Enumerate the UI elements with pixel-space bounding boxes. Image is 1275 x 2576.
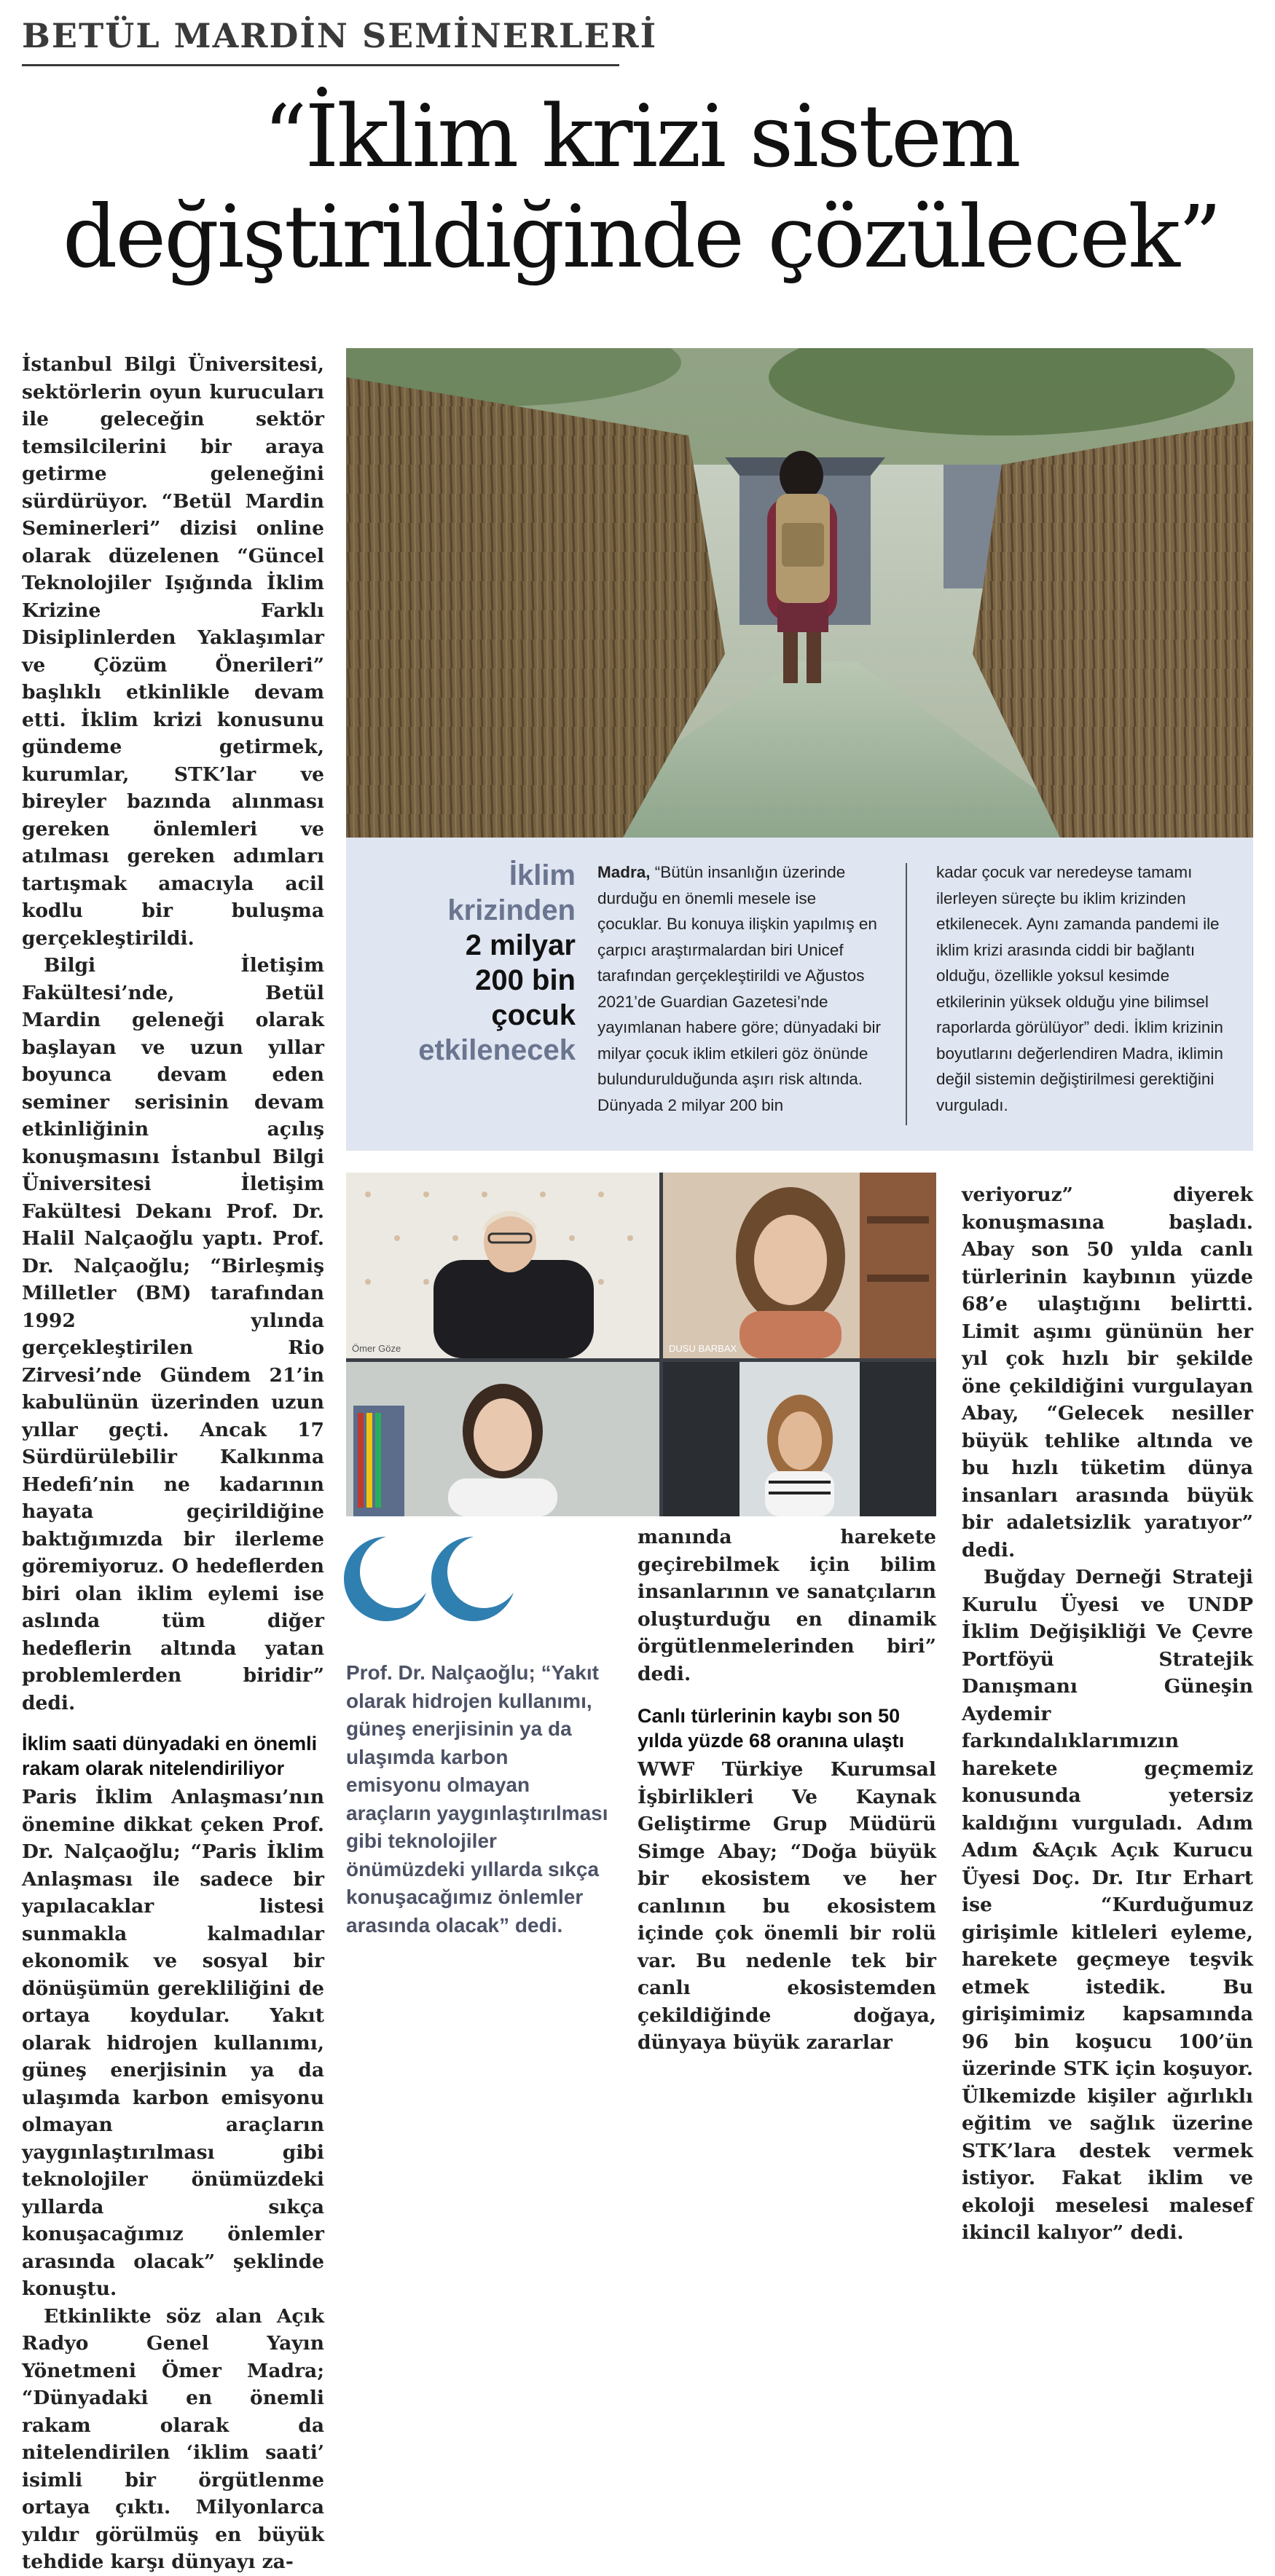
callout-title-line: 200 bin: [475, 964, 576, 996]
headline-line-1: “İklim krizi sistem: [263, 86, 1019, 186]
callout-title-line: 2 milyar: [465, 929, 576, 961]
headline: [22, 86, 1260, 287]
speaker-illustration: [346, 1173, 659, 1358]
kicker-rule: [22, 64, 619, 66]
paragraph: İstanbul Bilgi Üniversitesi, sektörlerin oyun kurucuları ile geleceğin sektör temsilcilerini bir araya getirme geleneğini sürdürüyor. “Betül Mardin Seminerleri” dizisi online olarak düzelenen “Güncel Teknolojiler Işığında İklim Krizine Farklı Disiplinlerden Yaklaşımlar ve Çözüm Önerileri” başlıklı etkinlikle devam etti. İklim krizi konusunu gündeme getirmek, kurumlar, STK’lar ve bireyler bazında alınması gereken önlemleri ve atılması gereken adımları tartışmak amacıyla acil kodlu bir buluşma gerçekleştirildi.: [22, 353, 324, 950]
callout-title-line: çocuk: [491, 999, 576, 1031]
subheading: Canlı türlerinin kaybı son 50 yılda yüzde 68 oranına ulaştı: [638, 1705, 905, 1752]
video-tile-3: [346, 1362, 659, 1516]
video-call-photo: [346, 1173, 936, 1516]
flood-photo: [346, 348, 1253, 838]
pull-quote: Prof. Dr. Nalçaoğlu; “Yakıt olarak hidrojen kullanımı, güneş enerjisinin ya da ulaşımda karbon emisyonu olmayan araçların yaygınlaştırılması gibi teknolojiler önümüzdeki yıllarda sıkça konuşacağımız önlemler arasında olacak” dedi.: [346, 1661, 608, 1937]
participant-illustration: [663, 1362, 936, 1516]
video-tile-4: [663, 1362, 936, 1516]
callout-text-left: [597, 859, 885, 1118]
article-column-4: [962, 1181, 1253, 2247]
paragraph: manında harekete geçirebilmek için bilim insanlarının ve sanatçıların oluşturduğu en dinamik örgütlenmelerinden biri” dedi.: [638, 1526, 936, 1685]
paragraph: Bilgi İletişim Fakültesi’nde, Betül Mardin geleneği olarak başlayan ve uzun yıllar boyunca devam eden seminer serisinin devam etkinliğinin açılış konuşmasını İstanbul Bilgi Üniversitesi İletişim Fakültesi Dekanı Prof. Dr. Halil Nalçaoğlu yaptı. Prof. Dr. Nalçaoğlu; “Birleşmiş Milletler (BM) tarafından 1992 yılında gerçekleştirilen Rio Zirvesi’nde Gündem 21’in kabulünün üzerinden uzun yıllar geçti. Ancak 17 Sürdürülebilir Kalkınma Hedefi’nin ne kadarının hayata geçirildiğine baktığımızda bir ilerleme göremiyoruz. O hedeflerden biri olan iklim eylemi ise aslında tüm diğer hedeflerin altında yatan problemlerden biridir” dedi.: [22, 954, 324, 1714]
callout-lead: Madra,: [597, 863, 651, 881]
callout-title: [357, 858, 576, 1068]
callout-title-line: İklim: [509, 859, 576, 891]
paragraph: WWF Türkiye Kurumsal İşbirlikleri Ve Kaynak Geliştirme Grup Müdürü Simge Abay; “Doğa büyük bir ekosistem ve her canlının bu ekosistem içinde çok önemli bir rolü var. Bu nedenle tek bir canlı ekosistemden çekildiğinde doğaya, dünyaya büyük zararlar: [638, 1758, 936, 2054]
quote-mark-icon: [342, 1528, 525, 1630]
paragraph: Paris İklim Anlaşması’nın önemine dikkat çeken Prof. Dr. Nalçaoğlu; “Paris İklim Anlaşması ile sadece bir yapılacaklar listesi sunmakla kalmadılar ekonomik ve sosyal bir dönüşümün gerekliliğini de ortaya koydular. Yakıt olarak hidrojen kullanımı, güneş enerjisinin ya da ulaşımda karbon emisyonu olmayan araçların yaygınlaştırılması gibi teknolojiler önümüzdeki yıllarda sıkça konuşacağımız önlemler arasında olacak” şeklinde konuştu.: [22, 1786, 324, 2300]
callout-title-line: etkilenecek: [418, 1034, 576, 1066]
article-column-3: [638, 1524, 936, 2057]
paragraph: Buğday Derneği Strateji Kurulu Üyesi ve UNDP İklim Değişikliği Ve Çevre Portföyü Stratejik Danışmanı Güneşin Aydemir farkındalıklarımızın harekete geçmemiz konusunda yetersiz kaldığını vurguladı. Adım Adım &Açık Açık Kurucu Üyesi Doç. Dr. Itır Erhart ise “Kurduğumuz girişimle kitleleri eyleme, harekete geçmeye teşvik etmek istedik. Bu girişimimiz kapsamında 96 bin koşucu 100’ün üzerinde STK için koşuyor. Ülkemizde kişiler ağırlıklı eğitim ve sağlık üzerine STK’lara destek vermek istiyor. Fakat iklim ve ekoloji meselesi malesef ikincil kalıyor” dedi.: [962, 1566, 1253, 2244]
video-tile-2: [663, 1173, 936, 1358]
participant-illustration: [663, 1173, 936, 1358]
callout-divider: [906, 863, 907, 1125]
headline-line-2: değiştirildiğinde çözülecek”: [62, 186, 1220, 287]
tile-name-label: DUSU BARBAX: [669, 1343, 737, 1354]
tile-name-label: Ömer Göze: [352, 1343, 401, 1354]
flood-illustration: [346, 348, 1253, 838]
callout-title-line: krizinden: [447, 894, 576, 926]
section-kicker: BETÜL MARDİN SEMİNERLERİ: [22, 16, 658, 55]
paragraph: Etkinlikte söz alan Açık Radyo Genel Yayın Yönetmeni Ömer Madra; “Dünyadaki en önemli rakam olarak da nitelendirilen ‘iklim saati’ isimli bir örgütlenme ortaya çıktı. Milyonlarca yıldır görülmüş en büyük tehdide karşı dünyayı za-: [22, 2304, 324, 2573]
article-column-1: [22, 351, 324, 2576]
paragraph: veriyoruz” diyerek konuşmasına başladı. Abay son 50 yılda canlı türlerinin kaybının yüzde 68’e ulaştığını belirtti. Limit aşımı gününün her yıl çok hızlı bir şekilde öne çekildiğini vurgulayan Abay, “Gelecek nesiller büyük tehlike altında ve bu hızlı tüketim dünya insanları arasında büyük bir adaletsizlik yaratıyor” dedi.: [962, 1183, 1253, 1561]
video-tile-1: [346, 1173, 659, 1358]
participant-illustration: [346, 1362, 659, 1516]
callout-text-right: kadar çocuk var neredeyse tamamı ilerleyen süreçte bu iklim krizinden etkilenecek. Aynı zamanda pandemi ile iklim krizi arasında ciddi bir bağlantı olduğu, özellikle yoksul kesimde etkilerinin yüksek olduğu yine bilimsel raporlarda görülüyor” dedi. İklim krizinin boyutlarını değerlendiren Madra, iklimin değil sistemin değiştirilmesi gerektiğini vurguladı.: [936, 863, 1223, 1114]
subheading: İklim saati dünyadaki en önemli rakam olarak nitelendiriliyor: [22, 1733, 318, 1779]
callout-body-a: “Bütün insanlığın üzerinde durduğu en önemli mesele ise çocuklar. Bu konuya ilişkin yapılmış en çarpıcı araştırmalardan biri Unicef tarafından gerçekleştirildi ve Ağustos 2021’de Guardian Gazetesi’nde yayımlanan habere göre; dünyadaki bir milyar çocuk iklim etkileri göz önünde bulundurulduğunda aşırı risk altında. Dünyada 2 milyar 200 bin: [597, 863, 881, 1114]
